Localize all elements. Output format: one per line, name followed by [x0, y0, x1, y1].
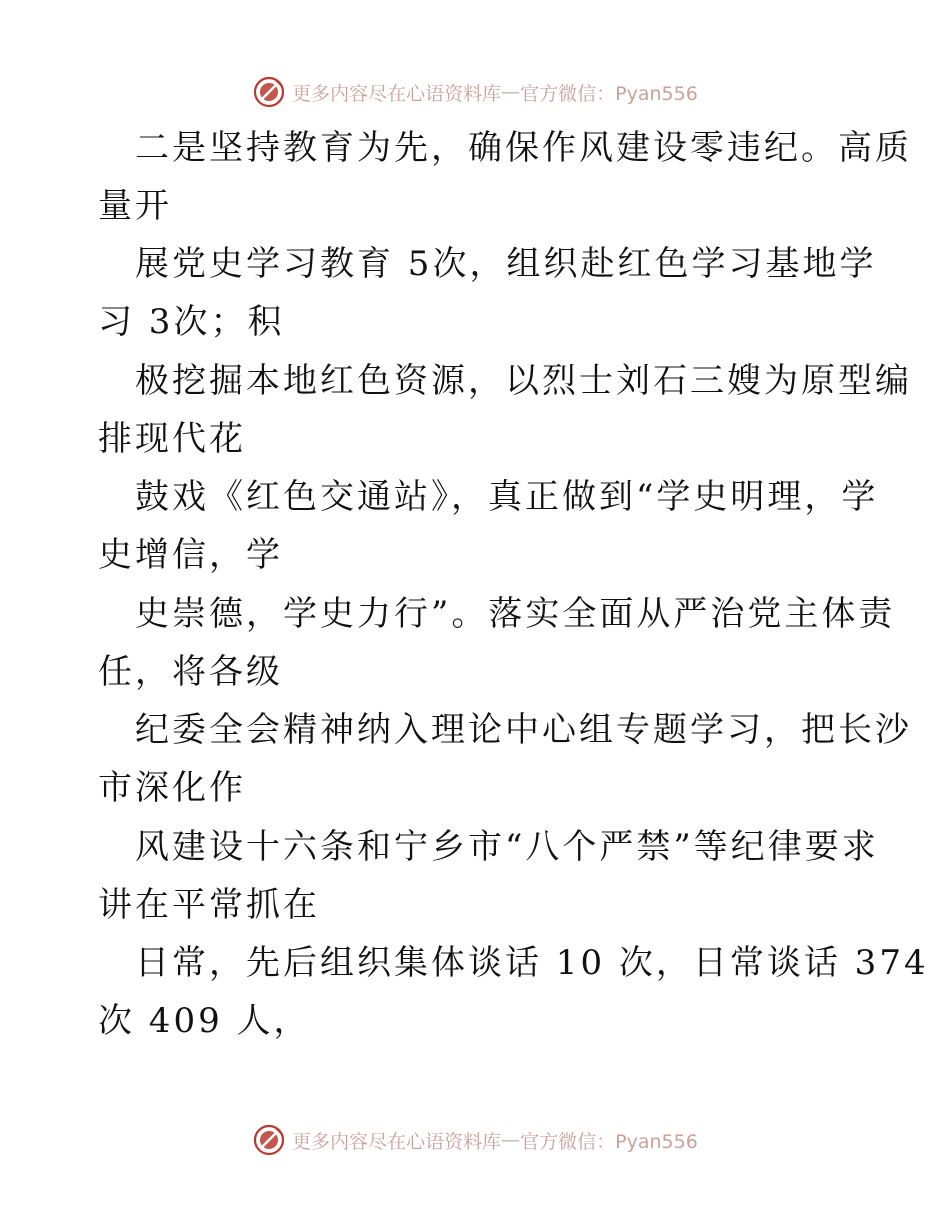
body-line: 讲在平常抓在	[98, 885, 320, 925]
header-banner-separator: —	[501, 81, 521, 103]
header-banner-suffix: 官方微信：Pyan556	[520, 82, 698, 105]
body-line: 市深化作	[98, 768, 246, 808]
body-line: 日常，先后组织集体谈话 10 次，日常谈话 374	[135, 943, 929, 983]
body-line: 鼓戏《红色交通站》，真正做到“学史明理，学	[135, 477, 879, 517]
body-line: 习 3次；积	[98, 302, 285, 342]
footer-banner-text: 更多内容尽在心语资料库	[292, 1130, 502, 1153]
logo-icon	[252, 1123, 286, 1157]
body-line: 史增信，学	[98, 535, 283, 575]
body-line: 展党史学习教育 5次，组织赴红色学习基地学	[135, 244, 877, 284]
body-line: 纪委全会精神纳入理论中心组专题学习，把长沙	[135, 710, 912, 750]
body-line: 史崇德，学史力行”。落实全面从严治党主体责	[135, 594, 896, 634]
body-line: 极挖掘本地红色资源，以烈士刘石三嫂为原型编	[135, 361, 912, 401]
body-line: 量开	[98, 186, 172, 226]
body-line: 次 409 人，	[98, 1001, 311, 1041]
header-banner	[0, 72, 950, 112]
body-line: 风建设十六条和宁乡市“八个严禁”等纪律要求	[135, 827, 879, 867]
footer-banner-suffix: 官方微信：Pyan556	[520, 1130, 698, 1153]
body-line: 任，将各级	[98, 652, 283, 692]
footer-banner-separator: —	[501, 1129, 521, 1151]
logo-icon	[252, 75, 286, 109]
body-line: 二是坚持教育为先，确保作风建设零违纪。高质	[135, 128, 912, 168]
body-line: 排现代花	[98, 419, 246, 459]
footer-banner	[0, 1120, 950, 1160]
header-banner-text: 更多内容尽在心语资料库	[292, 82, 502, 105]
